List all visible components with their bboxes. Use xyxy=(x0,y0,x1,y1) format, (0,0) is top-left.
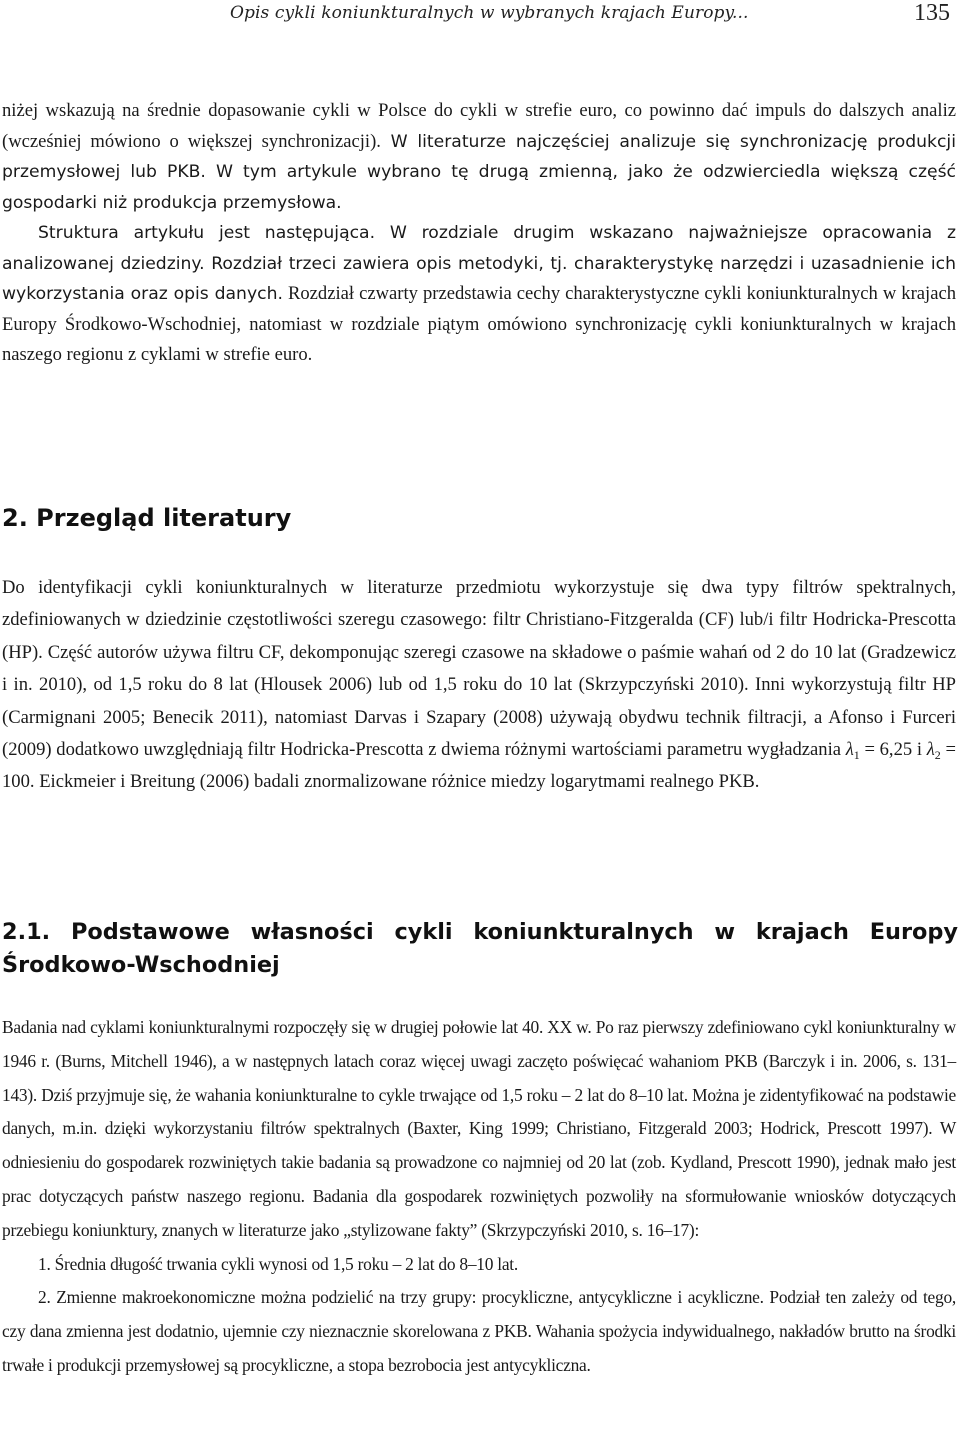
list-item-2: 2. Zmienne makroekonomiczne można podzielić na trzy grupy: procykliczne, antycykliczne i acykliczne. Podział ten zależy od tego, czy dana zmienna jest dodatnio, ujemnie czy nieznacznie skorelowana z PKB. Wahania spożycia indywidualnego, nakładów brutto na środki trwałe i produkcji przemysłowej są procykliczne, a stopa bezrobocia jest antycykliczna. xyxy=(2,1287,956,1375)
list-item-1: 1. Średnia długość trwania cykli wynosi od 1,5 roku – 2 lat do 8–10 lat. xyxy=(38,1253,518,1274)
lambda-value-1: = 6,25 xyxy=(859,739,913,761)
section-2-1-paragraph: Badania nad cyklami koniunkturalnymi rozpoczęły się w drugiej połowie lat 40. XX w. Po raz pierwszy zdefiniowano cykl koniunkturalny w 1946 r. (Burns, Mitchell 1946), a w następnych latach coraz więcej uwagi zaczęto poświęcać wahaniom PKB (Barczyk i in. 2006, s. 131–143). Dziś przyjmuje się, że wahania koniunkturalne to cykle trwające od 1,5 roku – 2 lat do 8–10 lat. Można je zidentyfikować na podstawie danych, m.in. dzięki wykorzystaniu filtrów spektralnych (Baxter, King 1999; Christiano, Fitzgerald 2003; Hodrick, Prescott 1997). W odniesieniu do gospodarek rozwiniętych takie badania są prowadzone co najmniej od 20 lat (zob. Kydland, Prescott 1990), jednak mało jest prac dotyczących państw naszego regionu. Badania dla gospodarek rozwiniętych pozwoliły na sformułowanie wniosków dotyczących przebiegu koniunktury, znanych w literaturze jako „stylizowane fakty” (Skrzypczyński 2010, s. 16–17): xyxy=(2,1017,956,1240)
intro-paragraph xyxy=(2,96,956,371)
section-heading-2: 2. Przegląd literatury xyxy=(2,504,292,532)
page-number: 135 xyxy=(914,0,950,26)
running-title: Opis cykli koniunkturalnych w wybranych krajach Europy... xyxy=(230,3,749,23)
section-heading-2-1: 2.1. Podstawowe własności cykli koniunkturalnych w krajach Europy Środkowo-Wschodniej xyxy=(2,919,958,978)
intro-text-2: W literaturze najczęściej analizuje się synchronizację produkcji przemysłowej lub PKB. W tym artykule wybrano tę drugą zmienną, jako że odzwierciedla większą część gospodarki niż produkcja przemysłowa. xyxy=(2,131,956,213)
section-2-text-end: . Eickmeier i Breitung (2006) badali znormalizowane różnice miedzy logarytmami realnego PKB. xyxy=(29,771,760,793)
lambda-value-2: = 100 xyxy=(2,739,956,793)
section-2-paragraph xyxy=(2,572,956,799)
intro-text-4: Rozdział czwarty przedstawia cechy charakterystyczne cykli koniunkturalnych w krajach Europy Środkowo-Wschodniej, natomiast w rozdziale piątym omówiono synchronizację cykli koniunkturalnych w krajach naszego regionu z cyklami w strefie euro. xyxy=(2,283,956,365)
section-2-1-body xyxy=(2,1011,956,1383)
intro-text-1: niżej wskazują na średnie dopasowanie cykli w Polsce do cykli w strefie euro, co powinno dać impuls do dalszych analiz (wcześniej mówiono o większej synchronizacji). xyxy=(2,100,956,152)
lambda-symbol-1: λ xyxy=(845,739,854,761)
lambda-subscript-2: 2 xyxy=(934,748,941,763)
intro-text-3: Struktura artykułu jest następująca. W rozdziale drugim wskazano najważniejsze opracowania z analizowanej dziedziny. Rozdział trzeci zawiera opis metodyki, tj. charakterystykę narzędzi i uzasadnienie ich wykorzystania oraz opis danych. xyxy=(2,223,956,304)
lambda-symbol-2: λ xyxy=(926,739,935,761)
conjunction: i xyxy=(912,739,927,761)
lambda-subscript-1: 1 xyxy=(853,748,860,763)
section-2-text: Do identyfikacji cykli koniunkturalnych w literaturze przedmiotu wykorzystuje się dwa typy filtrów spektralnych, zdefiniowanych w dziedzinie częstotliwości szeregu czasowego: filtr Christiano-Fitzgeralda (CF) lub/i filtr Hodricka-Prescotta (HP). Część autorów używa filtru CF, dekomponując szeregi czasowe na składowe o paśmie wahań od 2 do 10 lat (Gradzewicz i in. 2010), od 1,5 roku do 8 lat (Hlousek 2006) lub od 1,5 roku do 10 lat (Skrzypczyński 2010). Inni wykorzystują filtr HP (Carmignani 2005; Benecik 2011), natomiast Darvas i Szapary (2008) używają obydwu technik filtracji, a Afonso i Furceri (2009) dodatkowo uwzględniają filtr Hodricka-Prescotta z dwiema różnymi wartościami parametru wygładzania xyxy=(2,577,956,761)
